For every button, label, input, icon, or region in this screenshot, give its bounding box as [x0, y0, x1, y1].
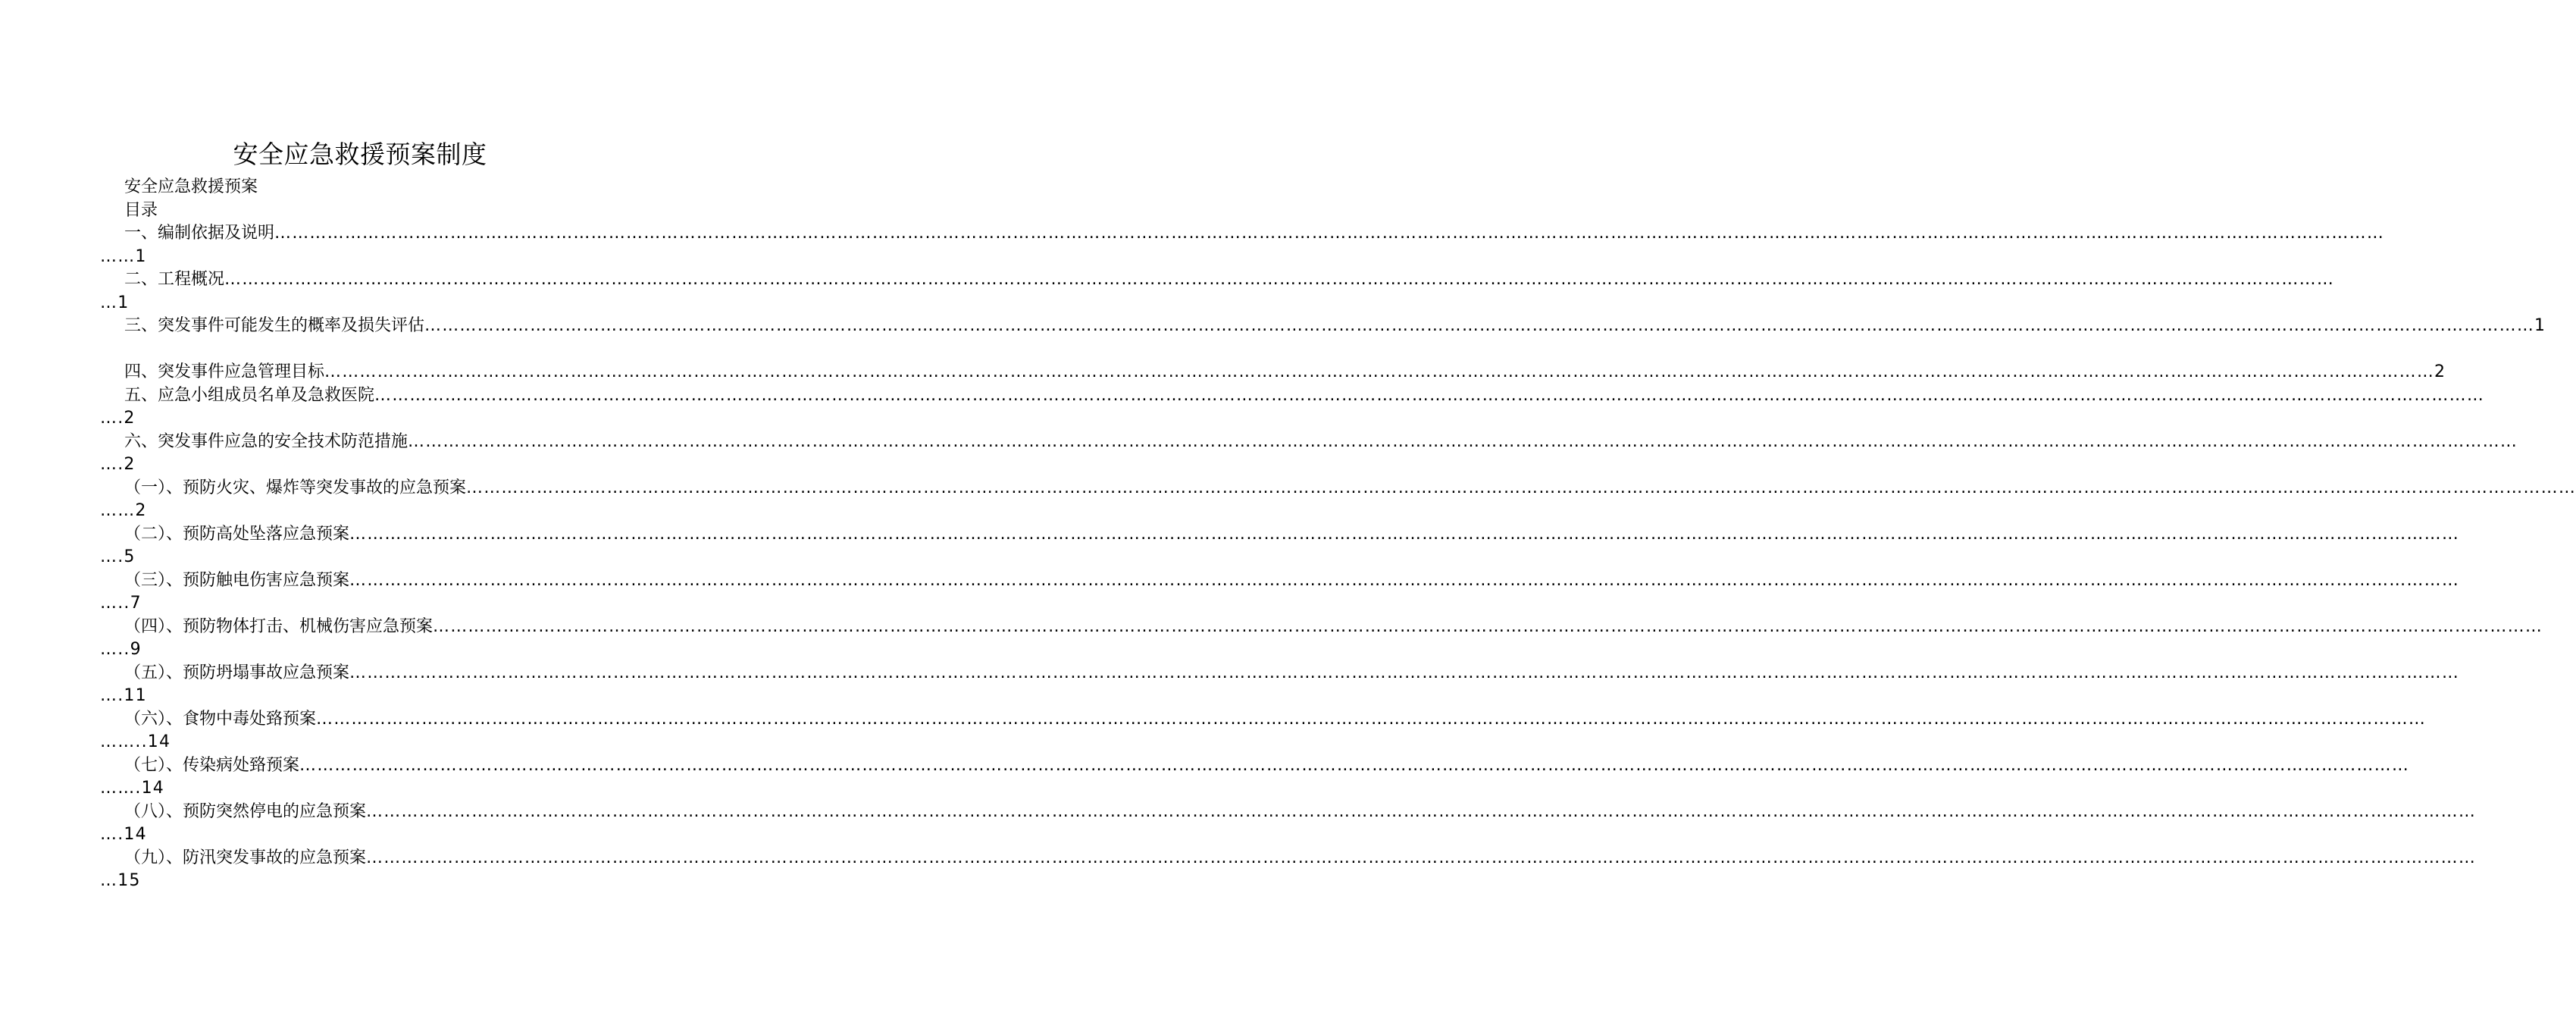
toc-entry-label: （二）、预防高处坠落应急预案: [124, 524, 350, 544]
toc-dot-leader: ………………………………………………………………………………………………………………………………………………………………………………………………………………………………………………………………………………………………………………………………: [349, 570, 2460, 590]
toc-entry-continuation: [100, 453, 626, 477]
toc-page-number: 7: [130, 594, 142, 613]
toc-dot-leader: ………………………………………………………………………………………………………………………………………………………………………………………………………………………………………………………………………………………………………………………………: [349, 524, 2460, 544]
toc-entry[interactable]: [100, 268, 2335, 292]
toc-entry-continuation: [100, 870, 626, 893]
toc-entry[interactable]: [100, 662, 2460, 685]
toc-entry[interactable]: [100, 431, 2518, 454]
toc-entry-continuation: [100, 500, 626, 523]
toc-entry-label: （一）、预防火灾、爆炸等突发事故的应急预案: [124, 478, 467, 497]
blank-line: [100, 338, 626, 362]
toc-dot-leader: ………………………………………………………………………………………………………………………………………………………………………………………………………………………………………………………………………………………………………………………………: [424, 316, 2535, 335]
toc-dot-leader: ….: [100, 825, 124, 844]
toc-entry[interactable]: [100, 754, 2410, 778]
toc-page-number: 15: [117, 871, 141, 890]
toc-dot-leader: ….: [100, 455, 124, 474]
toc-dot-leader: ……: [100, 501, 136, 520]
toc-dot-leader: ………………………………………………………………………………………………………………………………………………………………………………………………………………………………………………………………………………………………………………………………: [324, 362, 2435, 381]
toc-entry[interactable]: [100, 361, 2446, 384]
toc-page-number: 9: [130, 640, 142, 659]
toc-page-number: 2: [135, 501, 147, 520]
toc-entry-continuation: [100, 823, 626, 847]
toc-dot-leader: ………………………………………………………………………………………………………………………………………………………………………………………………………………………………………………………………………………………………………………………………: [374, 385, 2485, 405]
toc-dot-leader: …: [100, 871, 118, 890]
toc-dot-leader: ………………………………………………………………………………………………………………………………………………………………………………………………………………………………………………………………………………………………………………………………: [366, 801, 2477, 821]
table-of-contents: [100, 222, 2576, 893]
toc-entry[interactable]: [100, 222, 2385, 246]
toc-entry-continuation: [100, 407, 626, 431]
toc-entry-continuation: [100, 638, 626, 662]
toc-entry[interactable]: [100, 569, 2460, 593]
toc-page-number: 11: [124, 686, 147, 705]
toc-dot-leader: ………………………………………………………………………………………………………………………………………………………………………………………………………………………………………………………………………………………………………………………………: [316, 709, 2427, 729]
toc-page-number: 14: [147, 732, 171, 751]
toc-entry-continuation: [100, 731, 626, 754]
toc-entry[interactable]: [100, 523, 2460, 547]
toc-entry-continuation: [100, 246, 626, 269]
toc-entry-continuation: [100, 777, 626, 801]
toc-entry-label: 二、工程概况: [124, 270, 225, 289]
toc-dot-leader: ….: [100, 686, 124, 705]
toc-entry-label: 四、突发事件应急管理目标: [124, 362, 325, 381]
toc-dot-leader: ………………………………………………………………………………………………………………………………………………………………………………………………………………………………………………………………………………………………………………………………: [274, 224, 2385, 243]
toc-dot-leader: ………………………………………………………………………………………………………………………………………………………………………………………………………………………………………………………………………………………………………………………………: [466, 478, 2576, 497]
toc-entry-label: （七）、传染病处臵预案: [124, 755, 300, 775]
toc-entry-label: （四）、预防物体打击、机械伤害应急预案: [124, 616, 434, 636]
toc-page-number: 14: [124, 825, 147, 844]
toc-entry-label: 一、编制依据及说明: [124, 224, 275, 243]
toc-dot-leader: ………………………………………………………………………………………………………………………………………………………………………………………………………………………………………………………………………………………………………………………………: [433, 616, 2543, 636]
toc-page-number: 1: [117, 293, 130, 312]
toc-entry-label: （三）、预防触电伤害应急预案: [124, 570, 350, 590]
toc-entry-continuation: [100, 546, 626, 569]
toc-page-number: 2: [2434, 362, 2446, 381]
toc-entry[interactable]: [100, 477, 2576, 500]
toc-page-number: 2: [124, 455, 136, 474]
toc-page-number: 1: [135, 246, 147, 266]
toc-dot-leader: …: [100, 293, 118, 312]
toc-dot-leader: ………………………………………………………………………………………………………………………………………………………………………………………………………………………………………………………………………………………………………………………………: [299, 755, 2410, 775]
toc-entry[interactable]: [100, 847, 2477, 870]
toc-entry-label: （五）、预防坍塌事故应急预案: [124, 663, 350, 682]
toc-dot-leader: ….: [100, 409, 124, 428]
toc-dot-leader: ………………………………………………………………………………………………………………………………………………………………………………………………………………………………………………………………………………………………………………………………: [366, 848, 2477, 867]
toc-dot-leader: ………………………………………………………………………………………………………………………………………………………………………………………………………………………………………………………………………………………………………………………………: [408, 431, 2518, 451]
toc-page-number: 2: [124, 409, 136, 428]
toc-page-number: 5: [124, 547, 136, 566]
toc-entry-label: 六、突发事件应急的安全技术防范措施: [124, 431, 408, 451]
toc-page-number: 14: [141, 779, 164, 798]
toc-dot-leader: ………………………………………………………………………………………………………………………………………………………………………………………………………………………………………………………………………………………………………………………………: [349, 663, 2460, 682]
toc-entry[interactable]: [100, 801, 2477, 824]
toc-entry-continuation: [100, 592, 626, 616]
toc-entry-label: （六）、食物中毒处臵预案: [124, 709, 317, 729]
toc-dot-leader: …….: [100, 779, 142, 798]
document-title: 安全应急救援预案制度: [233, 140, 487, 169]
toc-entry-label: （九）、防汛突发事故的应急预案: [124, 848, 367, 867]
toc-page-number: 1: [2534, 316, 2546, 335]
toc-dot-leader: ……: [100, 246, 136, 266]
document-body: [100, 176, 2576, 893]
toc-entry[interactable]: [100, 384, 2485, 408]
toc-dot-leader: …..: [100, 594, 130, 613]
toc-entry-continuation: [100, 292, 626, 315]
toc-entry-label: 三、突发事件可能发生的概率及损失评估: [124, 316, 425, 335]
toc-entry[interactable]: [100, 616, 2543, 639]
toc-entry-label: （八）、预防突然停电的应急预案: [124, 801, 367, 821]
toc-heading: 目录: [124, 200, 158, 220]
toc-dot-leader: ………………………………………………………………………………………………………………………………………………………………………………………………………………………………………………………………………………………………………………………………: [224, 270, 2335, 289]
toc-entry[interactable]: [100, 708, 2427, 732]
toc-entry[interactable]: [100, 315, 2546, 338]
subtitle: 安全应急救援预案: [124, 177, 258, 196]
toc-entry-continuation: [100, 685, 626, 708]
toc-dot-leader: ……..: [100, 732, 148, 751]
toc-entry-label: 五、应急小组成员名单及急救医院: [124, 385, 375, 405]
toc-dot-leader: …..: [100, 640, 130, 659]
toc-dot-leader: ….: [100, 547, 124, 566]
